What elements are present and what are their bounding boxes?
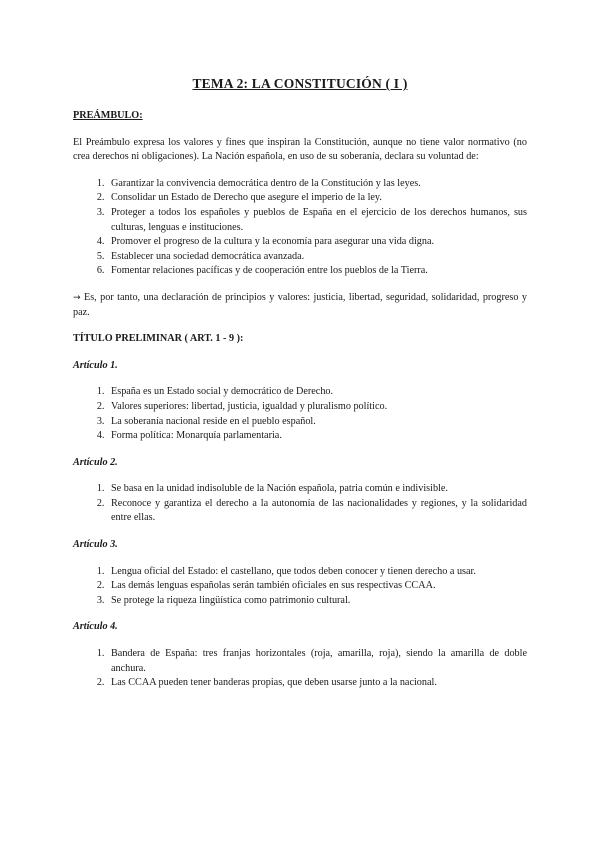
document-page: [73, 76, 527, 703]
list-item: 4. Forma política: Monarquía parlamentaria.: [107, 429, 527, 444]
list-item: 3. La soberanía nacional reside en el pueblo español.: [107, 415, 527, 430]
list-item: 5. Establecer una sociedad democrática avanzada.: [107, 250, 527, 265]
articulo-3-heading: Artículo 3.: [73, 539, 118, 551]
list-item: 3. Se protege la riqueza lingüística como patrimonio cultural.: [107, 594, 527, 609]
list-item: 6. Fomentar relaciones pacíficas y de cooperación entre los pueblos de la Tierra.: [107, 264, 527, 279]
document-title: TEMA 2: LA CONSTITUCIÓN ( I ): [192, 76, 408, 91]
titulo-preliminar-heading: TÍTULO PRELIMINAR ( ART. 1 - 9 ):: [73, 333, 244, 345]
list-item: 3. Proteger a todos los españoles y pueblos de España en el ejercicio de los derechos humanos, sus culturas, lenguas e instituciones.: [107, 206, 527, 235]
articulo-4-list: [73, 647, 527, 691]
articulo-1-list: [73, 385, 527, 443]
list-item: 2. Reconoce y garantiza el derecho a la autonomía de las nacionalidades y regiones, y la solidaridad entre ellas.: [107, 497, 527, 526]
list-item: 1. España es un Estado social y democrático de Derecho.: [107, 385, 527, 400]
preambulo-conclusion: [73, 291, 527, 320]
articulo-4-heading: Artículo 4.: [73, 621, 118, 633]
articulo-2-heading: Artículo 2.: [73, 456, 118, 468]
preambulo-list: [73, 177, 527, 279]
list-item: 1. Garantizar la convivencia democrática dentro de la Constitución y las leyes.: [107, 177, 527, 192]
list-item: 2. Valores superiores: libertad, justicia, igualdad y pluralismo político.: [107, 400, 527, 415]
arrow-right-icon: →: [73, 292, 81, 303]
list-item: 1. Bandera de España: tres franjas horizontales (roja, amarilla, roja), siendo la amarilla de doble anchura.: [107, 647, 527, 676]
list-item: 2. Las CCAA pueden tener banderas propias, que deben usarse junto a la nacional.: [107, 676, 527, 691]
articulo-2-list: [73, 482, 527, 526]
list-item: 1. Se basa en la unidad indisoluble de la Nación española, patria común e indivisible.: [107, 482, 527, 497]
preambulo-intro: El Preámbulo expresa los valores y fines que inspiran la Constitución, aunque no tiene valor normativo (no crea derechos ni obligaciones). La Nación española, en uso de su soberanía, declara su voluntad de:: [73, 136, 527, 163]
list-item: 4. Promover el progreso de la cultura y la economía para asegurar una vida digna.: [107, 235, 527, 250]
list-item: 2. Consolidar un Estado de Derecho que asegure el imperio de la ley.: [107, 191, 527, 206]
preambulo-heading: PREÁMBULO:: [73, 110, 143, 121]
list-item: 2. Las demás lenguas españolas serán también oficiales en sus respectivas CCAA.: [107, 579, 527, 594]
list-item: 1. Lengua oficial del Estado: el castellano, que todos deben conocer y tienen derecho a usar.: [107, 565, 527, 580]
articulo-3-list: [73, 565, 527, 609]
preambulo-conclusion-text: Es, por tanto, una declaración de principios y valores: justicia, libertad, seguridad, solidaridad, progreso y paz.: [73, 291, 527, 318]
articulo-1-heading: Artículo 1.: [73, 359, 118, 371]
